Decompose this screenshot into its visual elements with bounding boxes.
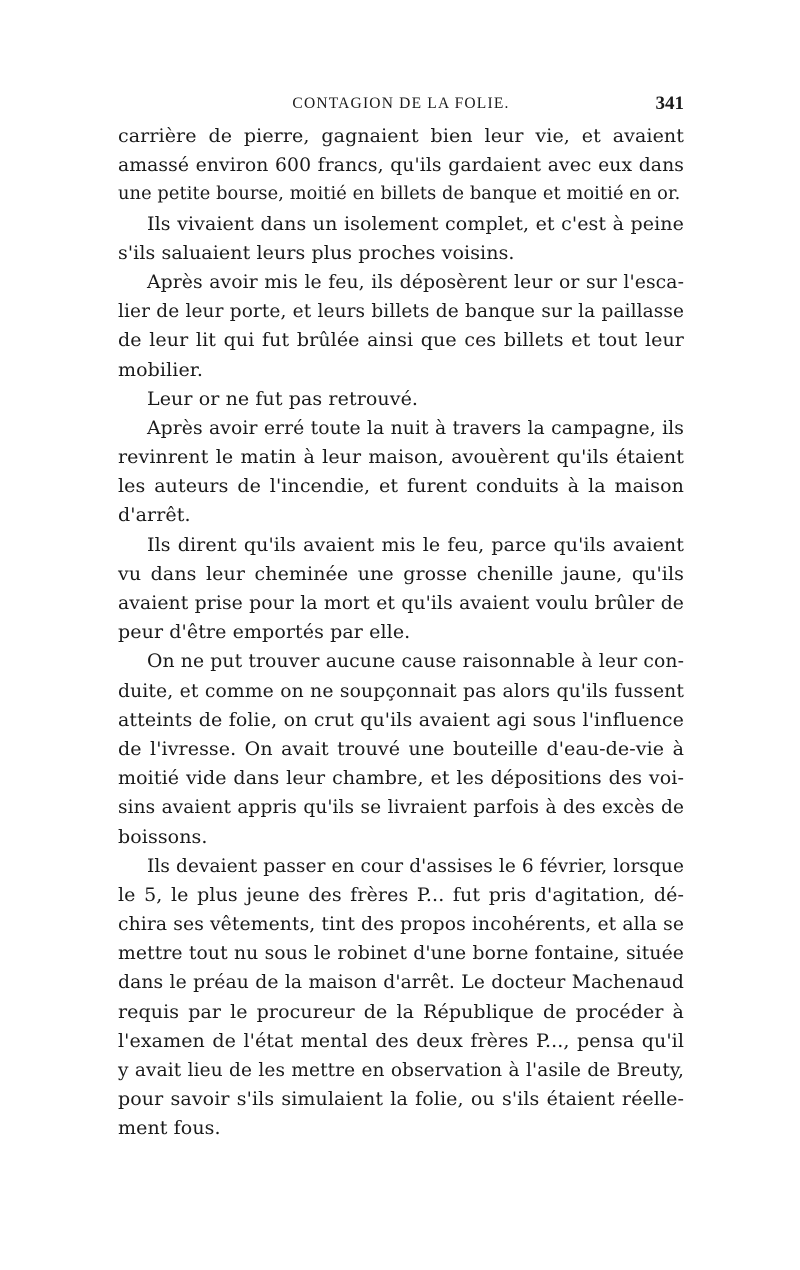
text-line: requis par le procureur de la République de procéder à: [118, 1000, 684, 1023]
paragraph: [118, 210, 684, 268]
text-line: On ne put trouver aucune cause raisonnable à leur con-: [147, 651, 684, 673]
text-line: peur d'être emportés par elle.: [118, 621, 411, 644]
text-line: mobilier.: [118, 358, 204, 381]
paragraph: [118, 647, 684, 851]
text-line: le 5, le plus jeune des frères P... fut pris d'agitation, dé-: [118, 883, 684, 906]
text-line: duite, et comme on ne soupçonnait pas alors qu'ils fussent: [118, 680, 684, 702]
text-line: vu dans leur cheminée une grosse chenille jaune, qu'ils: [118, 562, 684, 585]
text-line: atteints de folie, on crut qu'ils avaient agi sous l'influence: [118, 708, 684, 731]
text-line: revinrent le matin à leur maison, avouèrent qu'ils étaient: [118, 446, 684, 469]
text-line: mettre tout nu sous le robinet d'une borne fontaine, située: [118, 943, 684, 965]
text-line: Ils dirent qu'ils avaient mis le feu, parce qu'ils avaient: [147, 533, 684, 556]
text-line: Après avoir erré toute la nuit à travers la campagne, ils: [147, 417, 684, 439]
running-head: [118, 90, 684, 118]
text-line: Après avoir mis le feu, ils déposèrent leur or sur l'esca-: [147, 271, 684, 293]
body-text: [118, 122, 684, 1144]
running-title: CONTAGION DE LA FOLIE.: [292, 95, 510, 112]
page-number: 341: [655, 93, 684, 114]
paragraph: [118, 852, 684, 1144]
text-line: pour savoir s'ils simulaient la folie, ou s'ils étaient réelle-: [118, 1088, 684, 1111]
text-line: chira ses vêtements, tint des propos incohérents, et alla se: [118, 914, 685, 936]
text-line: d'arrêt.: [118, 504, 191, 527]
text-line: une petite bourse, moitié en billets de banque et moitié en or.: [118, 184, 681, 205]
text-line: Ils vivaient dans un isolement complet, et c'est à peine: [147, 212, 684, 235]
text-line: lier de leur porte, et leurs billets de banque sur la paillasse: [118, 301, 684, 323]
paragraph: [118, 385, 684, 414]
paragraph: [118, 531, 684, 648]
text-line: dans le préau de la maison d'arrêt. Le docteur Machenaud: [118, 972, 684, 994]
text-line: Ils devaient passer en cour d'assises le 6 février, lorsque: [147, 855, 684, 877]
text-line: s'ils saluaient leurs plus proches voisins.: [118, 241, 515, 264]
paragraph: [118, 414, 684, 531]
text-line: de l'ivresse. On avait trouvé une bouteille d'eau-de-vie à: [118, 737, 684, 760]
text-line: y avait lieu de les mettre en observation à l'asile de Breuty,: [118, 1060, 684, 1081]
text-line: moitié vide dans leur chambre, et les dépositions des voi-: [118, 767, 684, 790]
paragraph: [118, 122, 684, 210]
text-line: l'examen de l'état mental des deux frères P..., pensa qu'il: [118, 1029, 684, 1052]
paragraph: [118, 268, 684, 385]
text-line: amassé environ 600 francs, qu'ils gardaient avec eux dans: [118, 155, 684, 177]
text-line: avaient prise pour la mort et qu'ils avaient voulu brûler de: [118, 593, 684, 614]
text-line: ment fous.: [118, 1117, 221, 1140]
text-line: Leur or ne fut pas retrouvé.: [147, 387, 419, 410]
text-line: les auteurs de l'incendie, et furent conduits à la maison: [118, 475, 684, 498]
text-line: sins avaient appris qu'ils se livraient parfois à des excès de: [118, 797, 684, 819]
text-line: carrière de pierre, gagnaient bien leur vie, et avaient: [118, 125, 684, 147]
text-line: boissons.: [118, 825, 208, 848]
text-line: de leur lit qui fut brûlée ainsi que ces billets et tout leur: [118, 329, 684, 352]
